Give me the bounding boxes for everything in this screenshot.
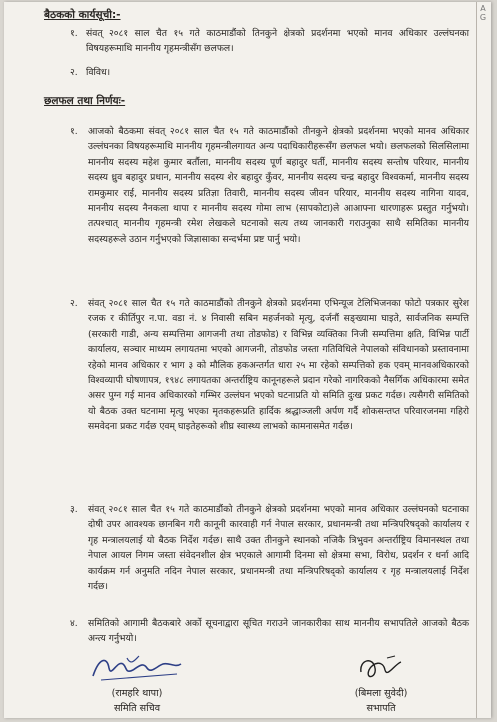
decision-item-number: ४. <box>70 618 78 629</box>
decision-item-number: १. <box>70 126 78 137</box>
decision-item-text: संवत् २०८१ साल चैत १५ गते काठमाडौंको तीनकुने क्षेत्रको प्रदर्शनमा भएको मानव अधिकार उल्लंघनको घटनाका दोषी उपर आवश्यक छानबिन गरी कानूनी कारवाही गर्न नेपाल सरकार, प्रधानमन्त्री तथा मन्त्रिपरिषद्को कार्यालय र गृह मन्त्रालयलाई यो बैठक निर्देश गर्दछ। साथै उक्त तीनकुने स्थानको नजिकै त्रिभुवन अन्तर्राष्ट्रिय विमानस्थल तथा नेपाल आयल निगम जस्ता संवेदनशील क्षेत्र भएकाले आगामी दिनमा सो क्षेत्रमा सभा, विरोध, प्रदर्शन र धर्ना आदि कार्यक्रम गर्न अनुमति नदिन नेपाल सरकार, प्रधानमन्त्री तथा मन्त्रिपरिषद्को कार्यालय र गृह मन्त्रालयलाई निर्देश गर्दछ। <box>88 504 469 593</box>
chairperson-signature-block <box>316 652 446 716</box>
agenda-item-number: १. <box>70 28 78 39</box>
agenda-heading: बैठकको कार्यसूची:- <box>44 9 121 21</box>
agenda-item-number: २. <box>70 67 78 78</box>
agenda-item-text: संवत् २०८१ साल चैत १५ गते काठमाडौंको तिनकुने क्षेत्रको प्रदर्शनमा भएको मानव अधिकार उल्लंघनका विषयहरूमाथि माननीय गृहमन्त्रीसँग छलफल। <box>86 28 469 55</box>
corner-mark: A G <box>479 4 487 22</box>
decision-item-text: संवत् २०८१ साल चैत १५ गते काठमाडौंको तीनकुने क्षेत्रको प्रदर्शनमा एभिन्यूज टेलिभिजनका फोटो पत्रकार सुरेश रजक र कीर्तिपुर न.पा. वडा नं. ४ निवासी सबिन महर्जनको मृत्यु, दर्जनौं सङ्ख्यामा घाइते, सार्वजनिक सम्पत्ति (सरकारी गाडी, अन्य सम्पत्तिमा आगजनी तथा तोडफोड) र विभिन्न व्यक्तिका निजी सम्पत्तिमा क्षति, विभिन्न पार्टी कार्यालय, सञ्चार माध्यम लगायतमा भएको आगजनी, तोडफोड जस्ता गतिविधिले नेपालको संविधानको प्रस्तावनामा रहेको मानव अधिकार र भाग ३ को मौलिक हकअन्तर्गत धारा २५ मा रहेको सम्पत्तिको हक एवम् मानवअधिकारको विश्वव्यापी घोषणापत्र, १९४८ लगायतका अन्तर्राष्ट्रिय कानूनहरूले प्रदान गरेको नागरिकको नैसर्गिक अधिकारमा समेत असर पुग्न गई मानव अधिकारको गम्भिर उल्लंघन भएको घटनाप्रति यो समिति दुःख प्रकट गर्दछ। त्यसैगरी समितिको यो बैठक उक्त घटनामा मृत्यु भएका मृतकहरूप्रति हार्दिक श्रद्धाञ्जली अर्पण गर्दै शोकसन्तप्त परिवारजनमा गहिरो समवेदना प्रकट गर्दछ एवम् घाइतेहरूको शीघ्र स्वास्थ्य लाभको कामनासमेत गर्दछ। <box>88 298 469 433</box>
chairperson-title: सभापति <box>366 703 396 714</box>
binding-margin-line <box>476 2 477 718</box>
secretary-signature-block <box>72 652 202 716</box>
secretary-name: (रामहरि थापा) <box>111 688 163 699</box>
document-page <box>4 2 491 718</box>
decision-item-number: २. <box>70 298 78 309</box>
discussion-heading: छलफल तथा निर्णयः- <box>44 95 126 107</box>
chairperson-signature-icon <box>351 652 411 686</box>
decision-item-number: ३. <box>70 504 78 515</box>
decision-item-text: समितिको आगामी बैठकबारे अर्को सूचनाद्वारा सूचित गराउने जानकारीका साथ माननीय सभापतिले आजको बैठक अन्त्य गर्नुभयो। <box>88 618 469 645</box>
secretary-title: समिति सचिव <box>113 703 161 714</box>
chairperson-name: (बिमला सुवेदी) <box>354 688 408 699</box>
agenda-item-text: विविध। <box>86 67 111 78</box>
secretary-signature-icon <box>87 652 187 686</box>
decision-item-text: आजको बैठकमा संवत् २०८१ साल चैत १५ गते काठमाडौंको तीनकुने क्षेत्रको प्रदर्शनमा भएको मानव अधिकार उल्लंघनका विषयहरूमाथि माननीय गृहमन्त्रीलगायत अन्य पदाधिकारीहरूसँग छलफल भयो। छलफलको सिलसिलामा माननीय सदस्य महेश कुमार बर्तौला, माननीय सदस्य पूर्ण बहादुर घर्ती, माननीय सदस्य सन्तोष परियार, माननीय सदस्य ध्रुव बहादुर प्रधान, माननीय सदस्य शेर बहादुर कुँवर, माननीय सदस्य चन्द्र बहादुर विश्वकर्मा, माननीय सदस्य रामकुमार राई, माननीय सदस्य प्रतिज्ञा तिवारी, माननीय सदस्य जीवन परियार, माननीय सदस्य नागिना यादव, माननीय सदस्य नैनकला थापा र माननीय सदस्य गोमा लाभ (सापकोटा)ले आआफ्ना धारणाहरू प्रस्तुत गर्नुभयो। तत्पश्चात् माननीय गृहमन्त्री रमेश लेखकले घटनाको सत्य तथ्य जानकारी गराउनुका साथै समितिका माननीय सदस्यहरूले उठान गर्नुभएको जिज्ञासाका सन्दर्भमा प्रष्ट पार्नु भयो। <box>88 126 469 245</box>
